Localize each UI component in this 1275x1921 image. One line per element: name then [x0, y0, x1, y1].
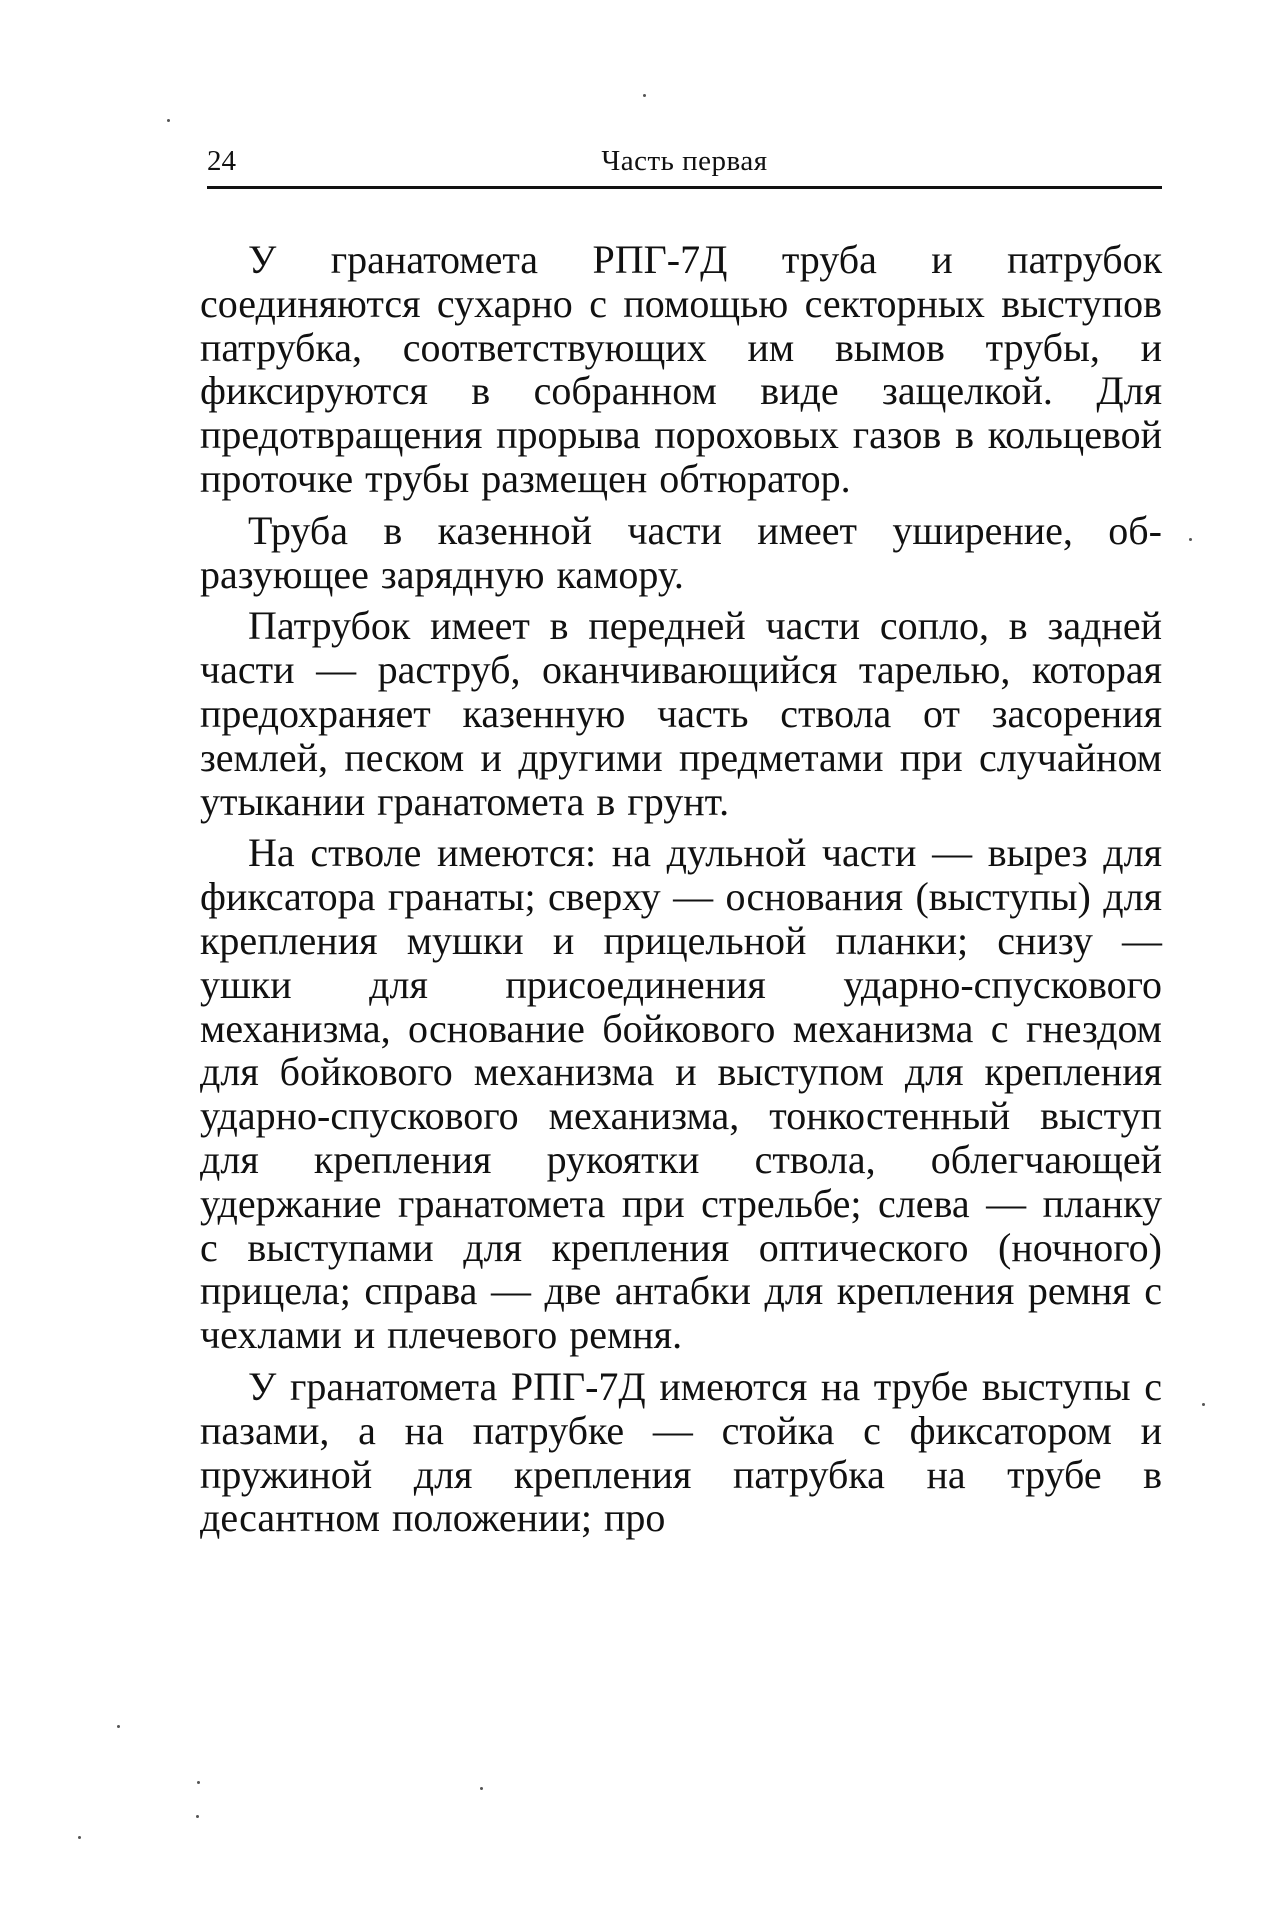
paragraph-nozzle: Патрубок имеет в передней части сопло, в задней части — раструб, оканчивающийся тарелью, которая предохраняет казенную часть ствола от засорения землей, песком и другими предметами при случайном утыкании гранатомета в грунт.: [200, 603, 1162, 824]
page-number: 24: [207, 145, 236, 177]
scan-dust: [1189, 538, 1192, 541]
scan-dust: [643, 94, 646, 97]
scan-dust: [480, 1787, 483, 1790]
running-head: [207, 143, 1162, 183]
paragraph-airborne: У гранатомета РПГ-7Д имеются на трубе выступы с пазами, а на патрубке — стойка с фиксатором и пружиной для крепления патрубка на трубе в десантном положении; про: [200, 1363, 1162, 1541]
scan-dust: [196, 1815, 199, 1818]
scan-dust: [197, 1781, 200, 1784]
scan-dust: [117, 1725, 120, 1728]
paragraph-barrel-coupling: У гранатомета РПГ-7Д труба и патрубок соединяются сухарно с помощью секторных выступов патрубка, соответствующих им вымов трубы, и фиксируются в собранном виде защелкой. Для предотвращения прорыва пороховых газов в кольцевой проточке трубы размещен обтюратор.: [200, 237, 1162, 501]
paragraph-barrel-parts: На стволе имеются: на дульной части — вырез для фиксатора гранаты; сверху — основания (выступы) для крепления мушки и прицельной планки; снизу — ушки для присоединения ударно-спускового механизма, основание бойкового механизма с гнездом для бойкового механизма и выступом для крепления ударно-спускового механизма, тонкостенный выступ для крепления рукоятки ствола, облегчающей удержание гранатомета при стрельбе; слева — планку с выступами для крепления оптического (ночного) прицела; справа — две антабки для крепления ремня с чехлами и плечевого ремня.: [200, 830, 1162, 1358]
body-text: [200, 238, 1162, 1548]
scan-dust: [1202, 1403, 1205, 1406]
scan-dust: [78, 1836, 81, 1839]
paragraph-chamber: Труба в казенной части имеет уширение, образующее зарядную камору.: [200, 507, 1162, 597]
section-title: Часть первая: [601, 145, 768, 177]
header-rule: [207, 186, 1162, 189]
scan-dust: [167, 119, 170, 122]
